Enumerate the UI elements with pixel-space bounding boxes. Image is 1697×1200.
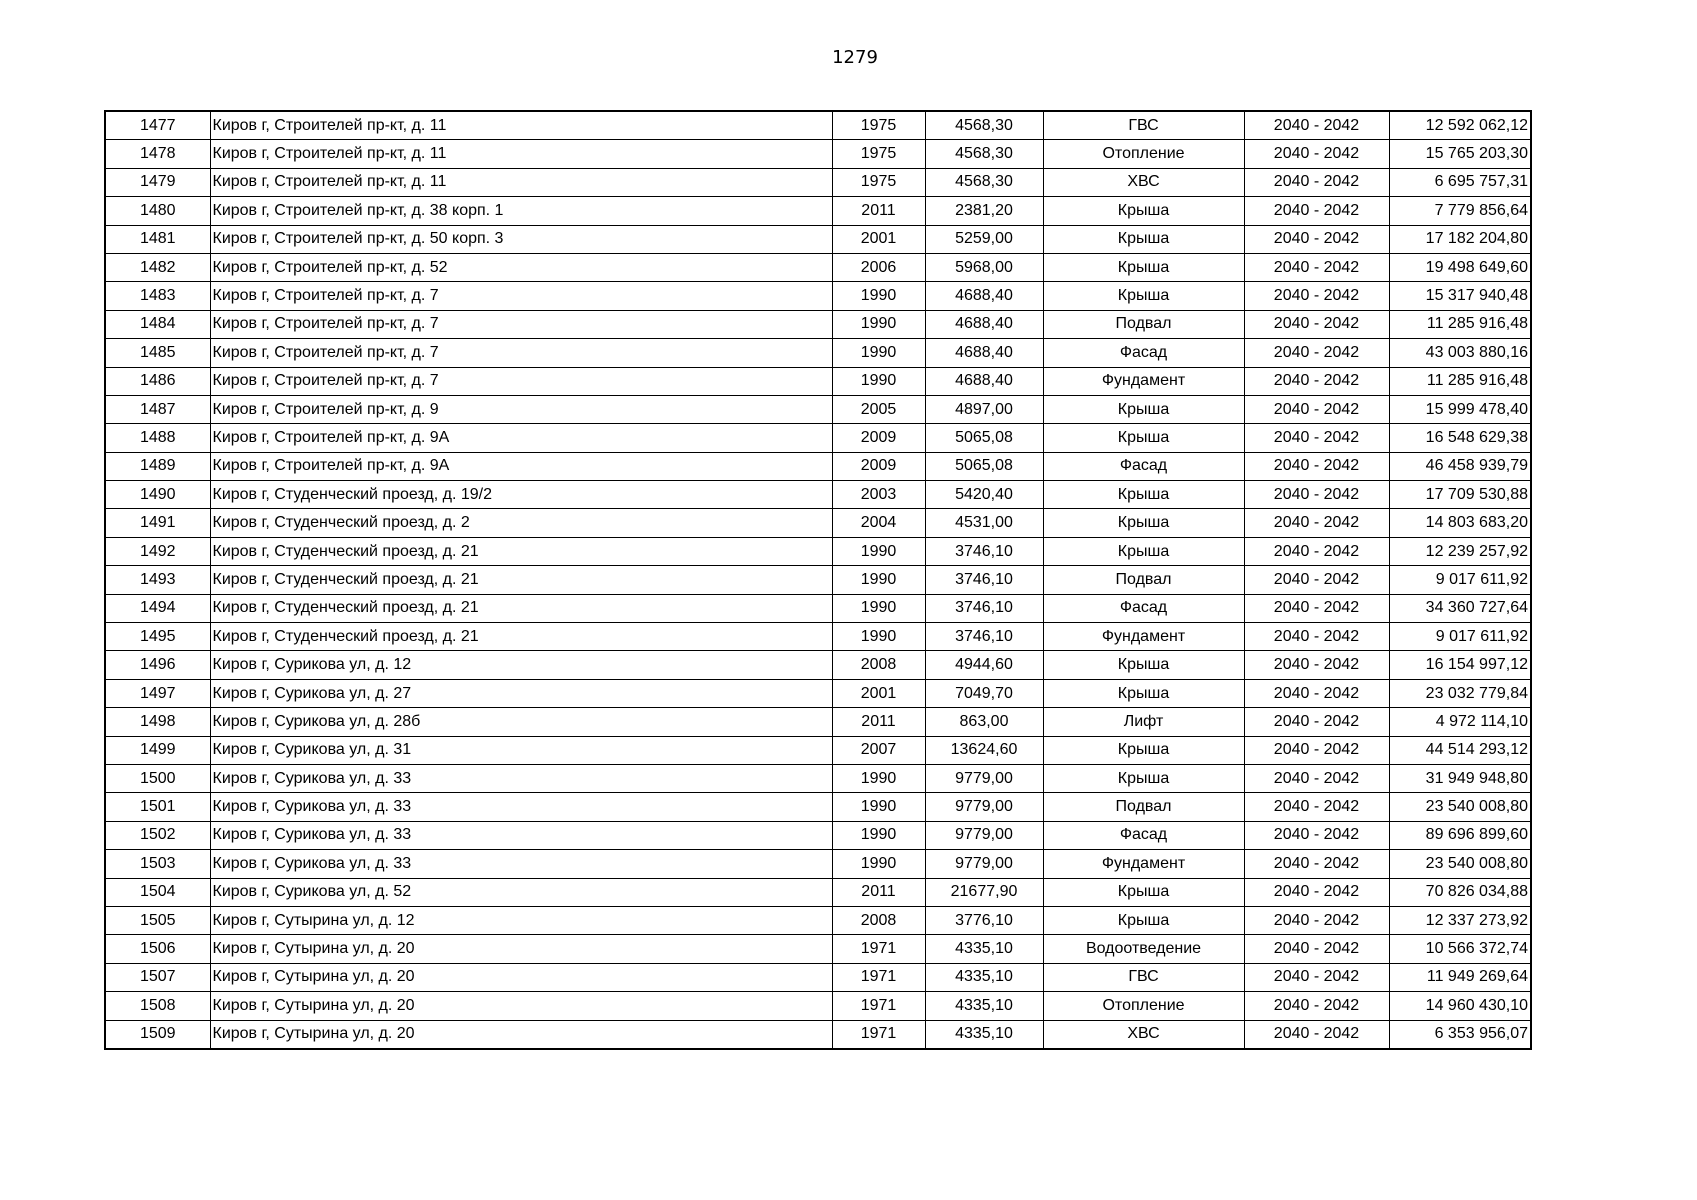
area-cell: 4688,40 [925,367,1043,395]
year-built-cell: 1971 [832,935,925,963]
year-built-cell: 2003 [832,481,925,509]
year-built-cell: 2007 [832,736,925,764]
area-cell: 4897,00 [925,395,1043,423]
row-number-cell: 1508 [105,992,210,1020]
period-cell: 2040 - 2042 [1244,253,1389,281]
year-built-cell: 1975 [832,111,925,140]
cost-cell: 12 592 062,12 [1389,111,1531,140]
period-cell: 2040 - 2042 [1244,793,1389,821]
address-cell: Киров г, Строителей пр-кт, д. 50 корп. 3 [210,225,832,253]
area-cell: 21677,90 [925,878,1043,906]
table-row [105,679,1531,707]
period-cell: 2040 - 2042 [1244,679,1389,707]
table-row [105,850,1531,878]
year-built-cell: 1990 [832,282,925,310]
period-cell: 2040 - 2042 [1244,935,1389,963]
period-cell: 2040 - 2042 [1244,992,1389,1020]
cost-cell: 14 803 683,20 [1389,509,1531,537]
area-cell: 4944,60 [925,651,1043,679]
row-number-cell: 1491 [105,509,210,537]
year-built-cell: 1990 [832,537,925,565]
row-number-cell: 1478 [105,140,210,168]
table-row [105,339,1531,367]
area-cell: 3746,10 [925,623,1043,651]
cost-cell: 23 032 779,84 [1389,679,1531,707]
period-cell: 2040 - 2042 [1244,566,1389,594]
work-type-cell: ГВС [1043,963,1244,991]
address-cell: Киров г, Студенческий проезд, д. 21 [210,623,832,651]
cost-cell: 9 017 611,92 [1389,623,1531,651]
period-cell: 2040 - 2042 [1244,708,1389,736]
row-number-cell: 1486 [105,367,210,395]
row-number-cell: 1484 [105,310,210,338]
cost-cell: 89 696 899,60 [1389,821,1531,849]
work-type-cell: Крыша [1043,253,1244,281]
table-row [105,1020,1531,1049]
year-built-cell: 1990 [832,764,925,792]
table-row [105,963,1531,991]
work-type-cell: Крыша [1043,225,1244,253]
period-cell: 2040 - 2042 [1244,509,1389,537]
table-row [105,708,1531,736]
cost-cell: 16 154 997,12 [1389,651,1531,679]
period-cell: 2040 - 2042 [1244,310,1389,338]
table-row [105,623,1531,651]
period-cell: 2040 - 2042 [1244,282,1389,310]
area-cell: 4335,10 [925,935,1043,963]
table-row [105,197,1531,225]
period-cell: 2040 - 2042 [1244,850,1389,878]
work-type-cell: Лифт [1043,708,1244,736]
table-row [105,452,1531,480]
address-cell: Киров г, Сурикова ул, д. 33 [210,793,832,821]
cost-cell: 15 999 478,40 [1389,395,1531,423]
address-cell: Киров г, Сурикова ул, д. 27 [210,679,832,707]
year-built-cell: 1971 [832,1020,925,1049]
table-row [105,225,1531,253]
year-built-cell: 1990 [832,821,925,849]
period-cell: 2040 - 2042 [1244,367,1389,395]
row-number-cell: 1507 [105,963,210,991]
table-row [105,736,1531,764]
row-number-cell: 1482 [105,253,210,281]
address-cell: Киров г, Строителей пр-кт, д. 38 корп. 1 [210,197,832,225]
year-built-cell: 1990 [832,367,925,395]
work-type-cell: Отопление [1043,992,1244,1020]
area-cell: 4688,40 [925,282,1043,310]
area-cell: 13624,60 [925,736,1043,764]
row-number-cell: 1494 [105,594,210,622]
row-number-cell: 1499 [105,736,210,764]
row-number-cell: 1498 [105,708,210,736]
work-type-cell: Крыша [1043,509,1244,537]
row-number-cell: 1488 [105,424,210,452]
address-cell: Киров г, Сурикова ул, д. 33 [210,764,832,792]
cost-cell: 14 960 430,10 [1389,992,1531,1020]
year-built-cell: 1990 [832,850,925,878]
period-cell: 2040 - 2042 [1244,764,1389,792]
cost-cell: 17 182 204,80 [1389,225,1531,253]
period-cell: 2040 - 2042 [1244,1020,1389,1049]
area-cell: 3746,10 [925,537,1043,565]
area-cell: 4568,30 [925,168,1043,196]
year-built-cell: 2001 [832,225,925,253]
work-type-cell: Крыша [1043,764,1244,792]
year-built-cell: 2011 [832,878,925,906]
area-cell: 9779,00 [925,850,1043,878]
area-cell: 5259,00 [925,225,1043,253]
address-cell: Киров г, Строителей пр-кт, д. 7 [210,310,832,338]
cost-cell: 12 239 257,92 [1389,537,1531,565]
work-type-cell: Фундамент [1043,850,1244,878]
address-cell: Киров г, Сурикова ул, д. 31 [210,736,832,764]
cost-cell: 46 458 939,79 [1389,452,1531,480]
work-type-cell: Крыша [1043,878,1244,906]
area-cell: 4335,10 [925,992,1043,1020]
address-cell: Киров г, Сутырина ул, д. 20 [210,963,832,991]
area-cell: 5968,00 [925,253,1043,281]
address-cell: Киров г, Строителей пр-кт, д. 7 [210,367,832,395]
address-cell: Киров г, Сутырина ул, д. 20 [210,992,832,1020]
table-row [105,992,1531,1020]
table-row [105,111,1531,140]
year-built-cell: 2011 [832,197,925,225]
cost-cell: 34 360 727,64 [1389,594,1531,622]
area-cell: 3746,10 [925,594,1043,622]
year-built-cell: 1990 [832,339,925,367]
cost-cell: 4 972 114,10 [1389,708,1531,736]
period-cell: 2040 - 2042 [1244,168,1389,196]
area-cell: 4531,00 [925,509,1043,537]
area-cell: 4688,40 [925,310,1043,338]
cost-cell: 7 779 856,64 [1389,197,1531,225]
row-number-cell: 1505 [105,906,210,934]
year-built-cell: 1990 [832,566,925,594]
work-type-cell: Подвал [1043,566,1244,594]
table-row [105,935,1531,963]
cost-cell: 9 017 611,92 [1389,566,1531,594]
area-cell: 863,00 [925,708,1043,736]
repair-schedule-table [104,110,1532,1050]
area-cell: 3746,10 [925,566,1043,594]
area-cell: 3776,10 [925,906,1043,934]
cost-cell: 23 540 008,80 [1389,850,1531,878]
year-built-cell: 2008 [832,906,925,934]
cost-cell: 43 003 880,16 [1389,339,1531,367]
year-built-cell: 2009 [832,452,925,480]
address-cell: Киров г, Сурикова ул, д. 33 [210,850,832,878]
period-cell: 2040 - 2042 [1244,140,1389,168]
period-cell: 2040 - 2042 [1244,111,1389,140]
row-number-cell: 1489 [105,452,210,480]
address-cell: Киров г, Строителей пр-кт, д. 9А [210,452,832,480]
year-built-cell: 1990 [832,623,925,651]
row-number-cell: 1509 [105,1020,210,1049]
table-row [105,651,1531,679]
row-number-cell: 1502 [105,821,210,849]
year-built-cell: 1990 [832,310,925,338]
row-number-cell: 1503 [105,850,210,878]
table-row [105,395,1531,423]
cost-cell: 11 285 916,48 [1389,310,1531,338]
address-cell: Киров г, Сурикова ул, д. 52 [210,878,832,906]
table-row [105,253,1531,281]
address-cell: Киров г, Сутырина ул, д. 20 [210,935,832,963]
page-number: 1279 [832,47,878,68]
address-cell: Киров г, Строителей пр-кт, д. 11 [210,168,832,196]
cost-cell: 44 514 293,12 [1389,736,1531,764]
year-built-cell: 1971 [832,992,925,1020]
row-number-cell: 1485 [105,339,210,367]
row-number-cell: 1506 [105,935,210,963]
cost-cell: 19 498 649,60 [1389,253,1531,281]
address-cell: Киров г, Сурикова ул, д. 12 [210,651,832,679]
period-cell: 2040 - 2042 [1244,623,1389,651]
work-type-cell: Фасад [1043,452,1244,480]
table-row [105,793,1531,821]
area-cell: 4335,10 [925,963,1043,991]
year-built-cell: 2001 [832,679,925,707]
cost-cell: 31 949 948,80 [1389,764,1531,792]
table-row [105,537,1531,565]
period-cell: 2040 - 2042 [1244,424,1389,452]
work-type-cell: Фасад [1043,339,1244,367]
table-row [105,367,1531,395]
table-row [105,509,1531,537]
table-row [105,594,1531,622]
table-row [105,310,1531,338]
year-built-cell: 1975 [832,168,925,196]
area-cell: 5420,40 [925,481,1043,509]
cost-cell: 15 765 203,30 [1389,140,1531,168]
work-type-cell: Крыша [1043,197,1244,225]
area-cell: 9779,00 [925,764,1043,792]
year-built-cell: 2006 [832,253,925,281]
year-built-cell: 1971 [832,963,925,991]
table-row [105,906,1531,934]
area-cell: 4335,10 [925,1020,1043,1049]
work-type-cell: Водоотведение [1043,935,1244,963]
address-cell: Киров г, Студенческий проезд, д. 2 [210,509,832,537]
address-cell: Киров г, Строителей пр-кт, д. 11 [210,140,832,168]
table-row [105,282,1531,310]
row-number-cell: 1479 [105,168,210,196]
row-number-cell: 1483 [105,282,210,310]
cost-cell: 17 709 530,88 [1389,481,1531,509]
address-cell: Киров г, Сурикова ул, д. 33 [210,821,832,849]
row-number-cell: 1490 [105,481,210,509]
period-cell: 2040 - 2042 [1244,821,1389,849]
cost-cell: 23 540 008,80 [1389,793,1531,821]
period-cell: 2040 - 2042 [1244,651,1389,679]
work-type-cell: Крыша [1043,679,1244,707]
row-number-cell: 1480 [105,197,210,225]
area-cell: 9779,00 [925,793,1043,821]
period-cell: 2040 - 2042 [1244,736,1389,764]
address-cell: Киров г, Строителей пр-кт, д. 9 [210,395,832,423]
period-cell: 2040 - 2042 [1244,395,1389,423]
period-cell: 2040 - 2042 [1244,339,1389,367]
year-built-cell: 1990 [832,594,925,622]
address-cell: Киров г, Студенческий проезд, д. 21 [210,566,832,594]
work-type-cell: Крыша [1043,651,1244,679]
area-cell: 4568,30 [925,111,1043,140]
cost-cell: 12 337 273,92 [1389,906,1531,934]
cost-cell: 11 949 269,64 [1389,963,1531,991]
work-type-cell: Фундамент [1043,623,1244,651]
address-cell: Киров г, Строителей пр-кт, д. 11 [210,111,832,140]
area-cell: 2381,20 [925,197,1043,225]
area-cell: 4568,30 [925,140,1043,168]
period-cell: 2040 - 2042 [1244,906,1389,934]
work-type-cell: Крыша [1043,424,1244,452]
table-row [105,764,1531,792]
address-cell: Киров г, Строителей пр-кт, д. 9А [210,424,832,452]
cost-cell: 6 353 956,07 [1389,1020,1531,1049]
address-cell: Киров г, Строителей пр-кт, д. 52 [210,253,832,281]
work-type-cell: Фундамент [1043,367,1244,395]
row-number-cell: 1497 [105,679,210,707]
table-row [105,168,1531,196]
work-type-cell: ХВС [1043,1020,1244,1049]
work-type-cell: Крыша [1043,906,1244,934]
area-cell: 9779,00 [925,821,1043,849]
period-cell: 2040 - 2042 [1244,481,1389,509]
table-row [105,140,1531,168]
table-row [105,424,1531,452]
work-type-cell: Крыша [1043,481,1244,509]
work-type-cell: Подвал [1043,310,1244,338]
period-cell: 2040 - 2042 [1244,594,1389,622]
area-cell: 4688,40 [925,339,1043,367]
work-type-cell: ГВС [1043,111,1244,140]
table-row [105,481,1531,509]
cost-cell: 11 285 916,48 [1389,367,1531,395]
address-cell: Киров г, Сурикова ул, д. 28б [210,708,832,736]
work-type-cell: Крыша [1043,282,1244,310]
year-built-cell: 2004 [832,509,925,537]
year-built-cell: 1990 [832,793,925,821]
period-cell: 2040 - 2042 [1244,225,1389,253]
year-built-cell: 2011 [832,708,925,736]
row-number-cell: 1493 [105,566,210,594]
address-cell: Киров г, Студенческий проезд, д. 21 [210,537,832,565]
cost-cell: 15 317 940,48 [1389,282,1531,310]
year-built-cell: 2009 [832,424,925,452]
row-number-cell: 1481 [105,225,210,253]
work-type-cell: Подвал [1043,793,1244,821]
row-number-cell: 1492 [105,537,210,565]
period-cell: 2040 - 2042 [1244,197,1389,225]
row-number-cell: 1501 [105,793,210,821]
address-cell: Киров г, Строителей пр-кт, д. 7 [210,339,832,367]
period-cell: 2040 - 2042 [1244,878,1389,906]
address-cell: Киров г, Сутырина ул, д. 20 [210,1020,832,1049]
cost-cell: 6 695 757,31 [1389,168,1531,196]
work-type-cell: Фасад [1043,594,1244,622]
work-type-cell: Крыша [1043,395,1244,423]
table-row [105,821,1531,849]
row-number-cell: 1504 [105,878,210,906]
row-number-cell: 1487 [105,395,210,423]
address-cell: Киров г, Сутырина ул, д. 12 [210,906,832,934]
row-number-cell: 1495 [105,623,210,651]
work-type-cell: Крыша [1043,537,1244,565]
year-built-cell: 2005 [832,395,925,423]
area-cell: 5065,08 [925,452,1043,480]
work-type-cell: ХВС [1043,168,1244,196]
address-cell: Киров г, Строителей пр-кт, д. 7 [210,282,832,310]
table-body [105,111,1531,1049]
address-cell: Киров г, Студенческий проезд, д. 19/2 [210,481,832,509]
row-number-cell: 1477 [105,111,210,140]
work-type-cell: Отопление [1043,140,1244,168]
table-row [105,878,1531,906]
table-row [105,566,1531,594]
row-number-cell: 1496 [105,651,210,679]
address-cell: Киров г, Студенческий проезд, д. 21 [210,594,832,622]
area-cell: 5065,08 [925,424,1043,452]
year-built-cell: 1975 [832,140,925,168]
cost-cell: 70 826 034,88 [1389,878,1531,906]
work-type-cell: Фасад [1043,821,1244,849]
work-type-cell: Крыша [1043,736,1244,764]
cost-cell: 10 566 372,74 [1389,935,1531,963]
year-built-cell: 2008 [832,651,925,679]
area-cell: 7049,70 [925,679,1043,707]
cost-cell: 16 548 629,38 [1389,424,1531,452]
period-cell: 2040 - 2042 [1244,452,1389,480]
period-cell: 2040 - 2042 [1244,537,1389,565]
period-cell: 2040 - 2042 [1244,963,1389,991]
row-number-cell: 1500 [105,764,210,792]
